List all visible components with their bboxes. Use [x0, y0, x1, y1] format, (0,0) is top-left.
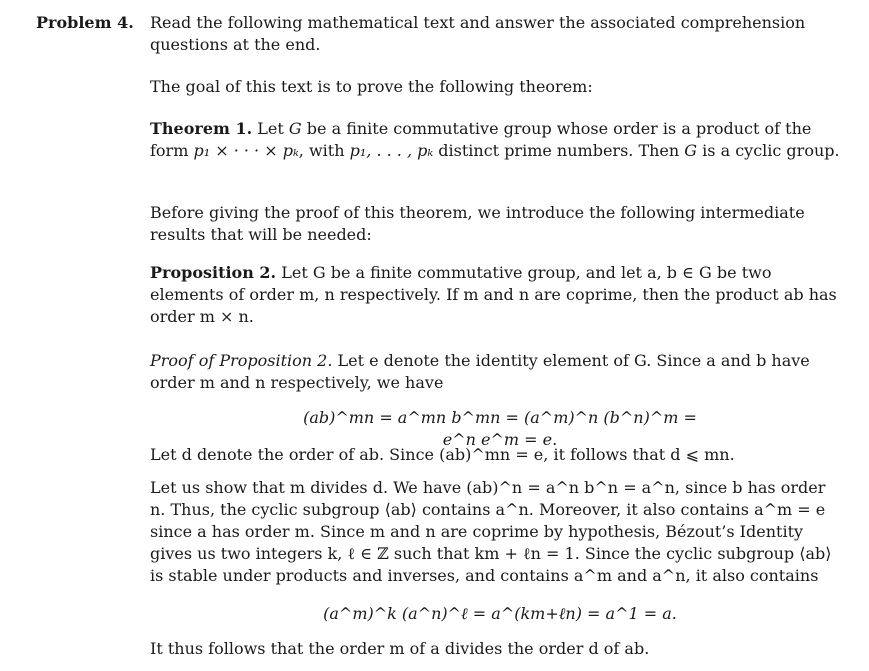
proof-text-1: Let e denote the identity element of G. Since a and b have order m and n respectively, we have	[150, 351, 810, 392]
theorem-1	[150, 118, 840, 162]
proposition-text: Let G be a finite commutative group, and let a, b ∈ G be two elements of order m, n respectively. If m and n are coprime, then the product ab has order m × n.	[150, 263, 837, 326]
problem-heading: Problem 4.	[36, 13, 134, 32]
equation-1: (ab)^mn = a^mn b^mn = (a^m)^n (b^n)^m = e^n e^m = e.	[303, 408, 697, 449]
proof-paragraph-1	[150, 350, 840, 394]
proposition-2	[150, 262, 840, 328]
goal-sentence: The goal of this text is to prove the following theorem:	[150, 77, 593, 96]
theorem-text-e: is a cyclic group.	[697, 141, 840, 160]
theorem-text-a: Let	[257, 119, 289, 138]
theorem-G-2: G	[684, 141, 698, 160]
equation-2: (a^m)^k (a^n)^ℓ = a^(km+ℓn) = a^1 = a.	[323, 604, 677, 623]
before-paragraph: Before giving the proof of this theorem, we introduce the following intermediate results that will be needed:	[150, 203, 805, 244]
theorem-primes: p₁, . . . , pₖ	[349, 141, 434, 160]
proof-paragraph-2: Let d denote the order of ab. Since (ab)^mn = e, it follows that d ⩽ mn.	[150, 445, 735, 464]
theorem-text-d: distinct prime numbers. Then	[433, 141, 685, 160]
theorem-text-b: be a finite commutative group whose order is a product of the form	[150, 119, 812, 160]
problem-intro: Read the following mathematical text and answer the associated comprehension questions at the end.	[150, 13, 806, 54]
theorem-text-c: , with	[298, 141, 350, 160]
theorem-product-form: p₁ × · · · × pₖ	[193, 141, 299, 160]
proof-label: Proof of Proposition 2.	[150, 351, 333, 370]
proof-paragraph-4: It thus follows that the order m of a divides the order d of ab.	[150, 639, 650, 658]
proposition-label: Proposition 2.	[150, 263, 277, 282]
proof-paragraph-3: Let us show that m divides d. We have (ab)^n = a^n b^n = a^n, since b has order n. Thus, the cyclic subgroup ⟨ab⟩ contains a^n. Moreover, it also contains a^m = e since a has order m. Since m and n are coprime by hypothesis, Bézout’s Identity gives us two integers k, ℓ ∈ ℤ such that km + ℓn = 1. Since the cyclic subgroup ⟨ab⟩ is stable under products and inverses, and contains a^m and a^n, it also contains	[150, 478, 832, 585]
theorem-G: G	[288, 119, 302, 138]
theorem-label: Theorem 1.	[150, 119, 253, 138]
